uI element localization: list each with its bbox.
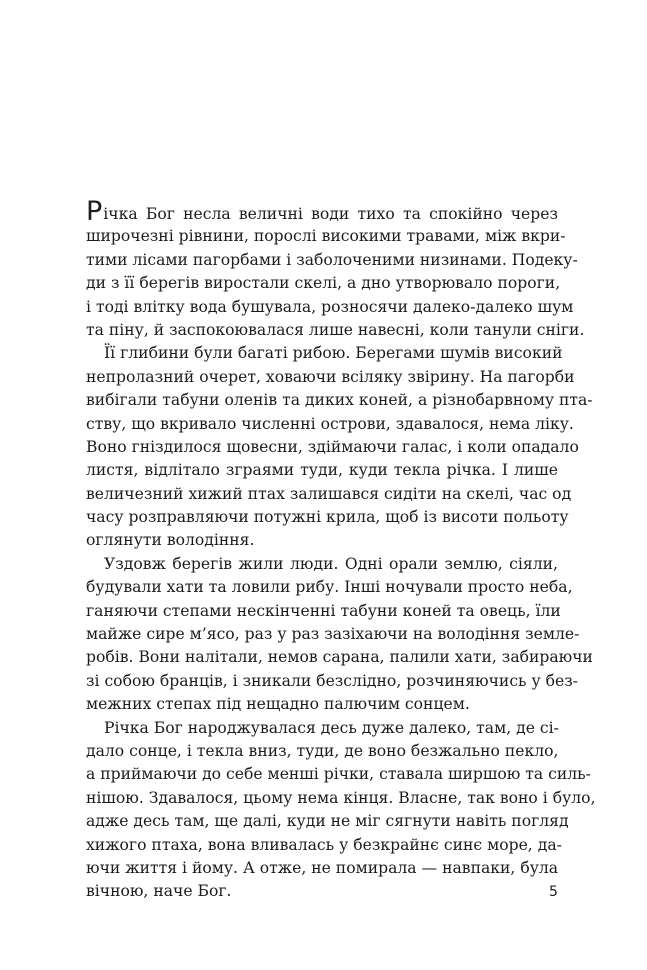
paragraph-1 <box>86 196 585 342</box>
text-line: величезний хижий птах залишався сидіти на скелі, час од <box>86 484 572 503</box>
text-line: робів. Вони налітали, немов сарана, палили хати, забираючи <box>86 648 593 667</box>
page-number: 5 <box>549 884 558 900</box>
text-line: ганяючи степами нескінченні табуни коней та овець, їли <box>86 601 561 620</box>
text-line: ди з її берегів виростали скелі, а дно утворювало пороги, <box>86 274 561 293</box>
text-line: ству, що вкривало численні острови, здавалося, нема ліку. <box>86 414 574 433</box>
text-line: дало сонце, і текла вниз, туди, де воно безжально пекло, <box>86 741 559 760</box>
text-line: вічною, наче Бог. <box>86 882 232 901</box>
text-line: зі собою бранців, і зникали безслідно, розчиняючись у без- <box>86 671 579 690</box>
text-line: Річка Бог народжувалася десь дуже далеко, там, де сі- <box>104 718 559 737</box>
text-line: межних степах під нещадно палючим сонцем. <box>86 695 470 714</box>
text-line: Уздовж берегів жили люди. Одні орали землю, сіяли, <box>104 554 558 573</box>
text-line: хижого птаха, вона вливалась у безкрайнє синє море, да- <box>86 835 562 854</box>
text-line: Її глибини були багаті рибою. Берегами шумів високий <box>104 344 563 363</box>
text-line: та піну, й заспокоювалася лише навесні, коли танули сніги. <box>86 320 585 339</box>
drop-cap: Р <box>86 196 103 227</box>
text-line: листя, відлітало зграями туди, куди текла річка. І лише <box>86 461 558 480</box>
text-line: нішою. Здавалося, цьому нема кінця. Власне, так воно і було, <box>86 788 596 807</box>
text-line: адже десь там, ще далі, куди не міг сягнути навіть погляд <box>86 812 569 831</box>
paragraph-3 <box>86 553 593 717</box>
text-line: часу розправляючи потужні крила, щоб із висоти польоту <box>86 508 569 527</box>
body-text <box>86 196 596 904</box>
text-line: і тоді влітку вода бушувала, розносячи далеко-далеко шум <box>86 297 574 316</box>
text-line: Воно гніздилося щовесни, здіймаючи галас, і коли опадало <box>86 437 579 456</box>
paragraph-4 <box>86 717 596 904</box>
text-line: широчезні рівнини, порослі високими травами, між вкри- <box>86 227 566 246</box>
text-line: вибігали табуни оленів та диких коней, а різнобарвному пта- <box>86 391 593 410</box>
text-line: ючи життя і йому. А отже, не помирала — навпаки, була <box>86 858 559 877</box>
text-line: а приймаючи до себе менші річки, ставала ширшою та силь- <box>86 765 591 784</box>
paragraph-2 <box>86 342 593 553</box>
text-line: оглянути володіння. <box>86 531 255 550</box>
text-line: будували хати та ловили рибу. Інші ночували просто неба, <box>86 578 573 597</box>
text-line: майже сире м’ясо, раз у раз зазіхаючи на володіння земле- <box>86 625 580 644</box>
text-line: непролазний очерет, ховаючи всіляку звірину. На пагорби <box>86 367 575 386</box>
text-line: ічка Бог несла величні води тихо та спокійно через <box>103 205 558 223</box>
text-line: тими лісами пагорбами і заболоченими низинами. Подеку- <box>86 250 578 269</box>
